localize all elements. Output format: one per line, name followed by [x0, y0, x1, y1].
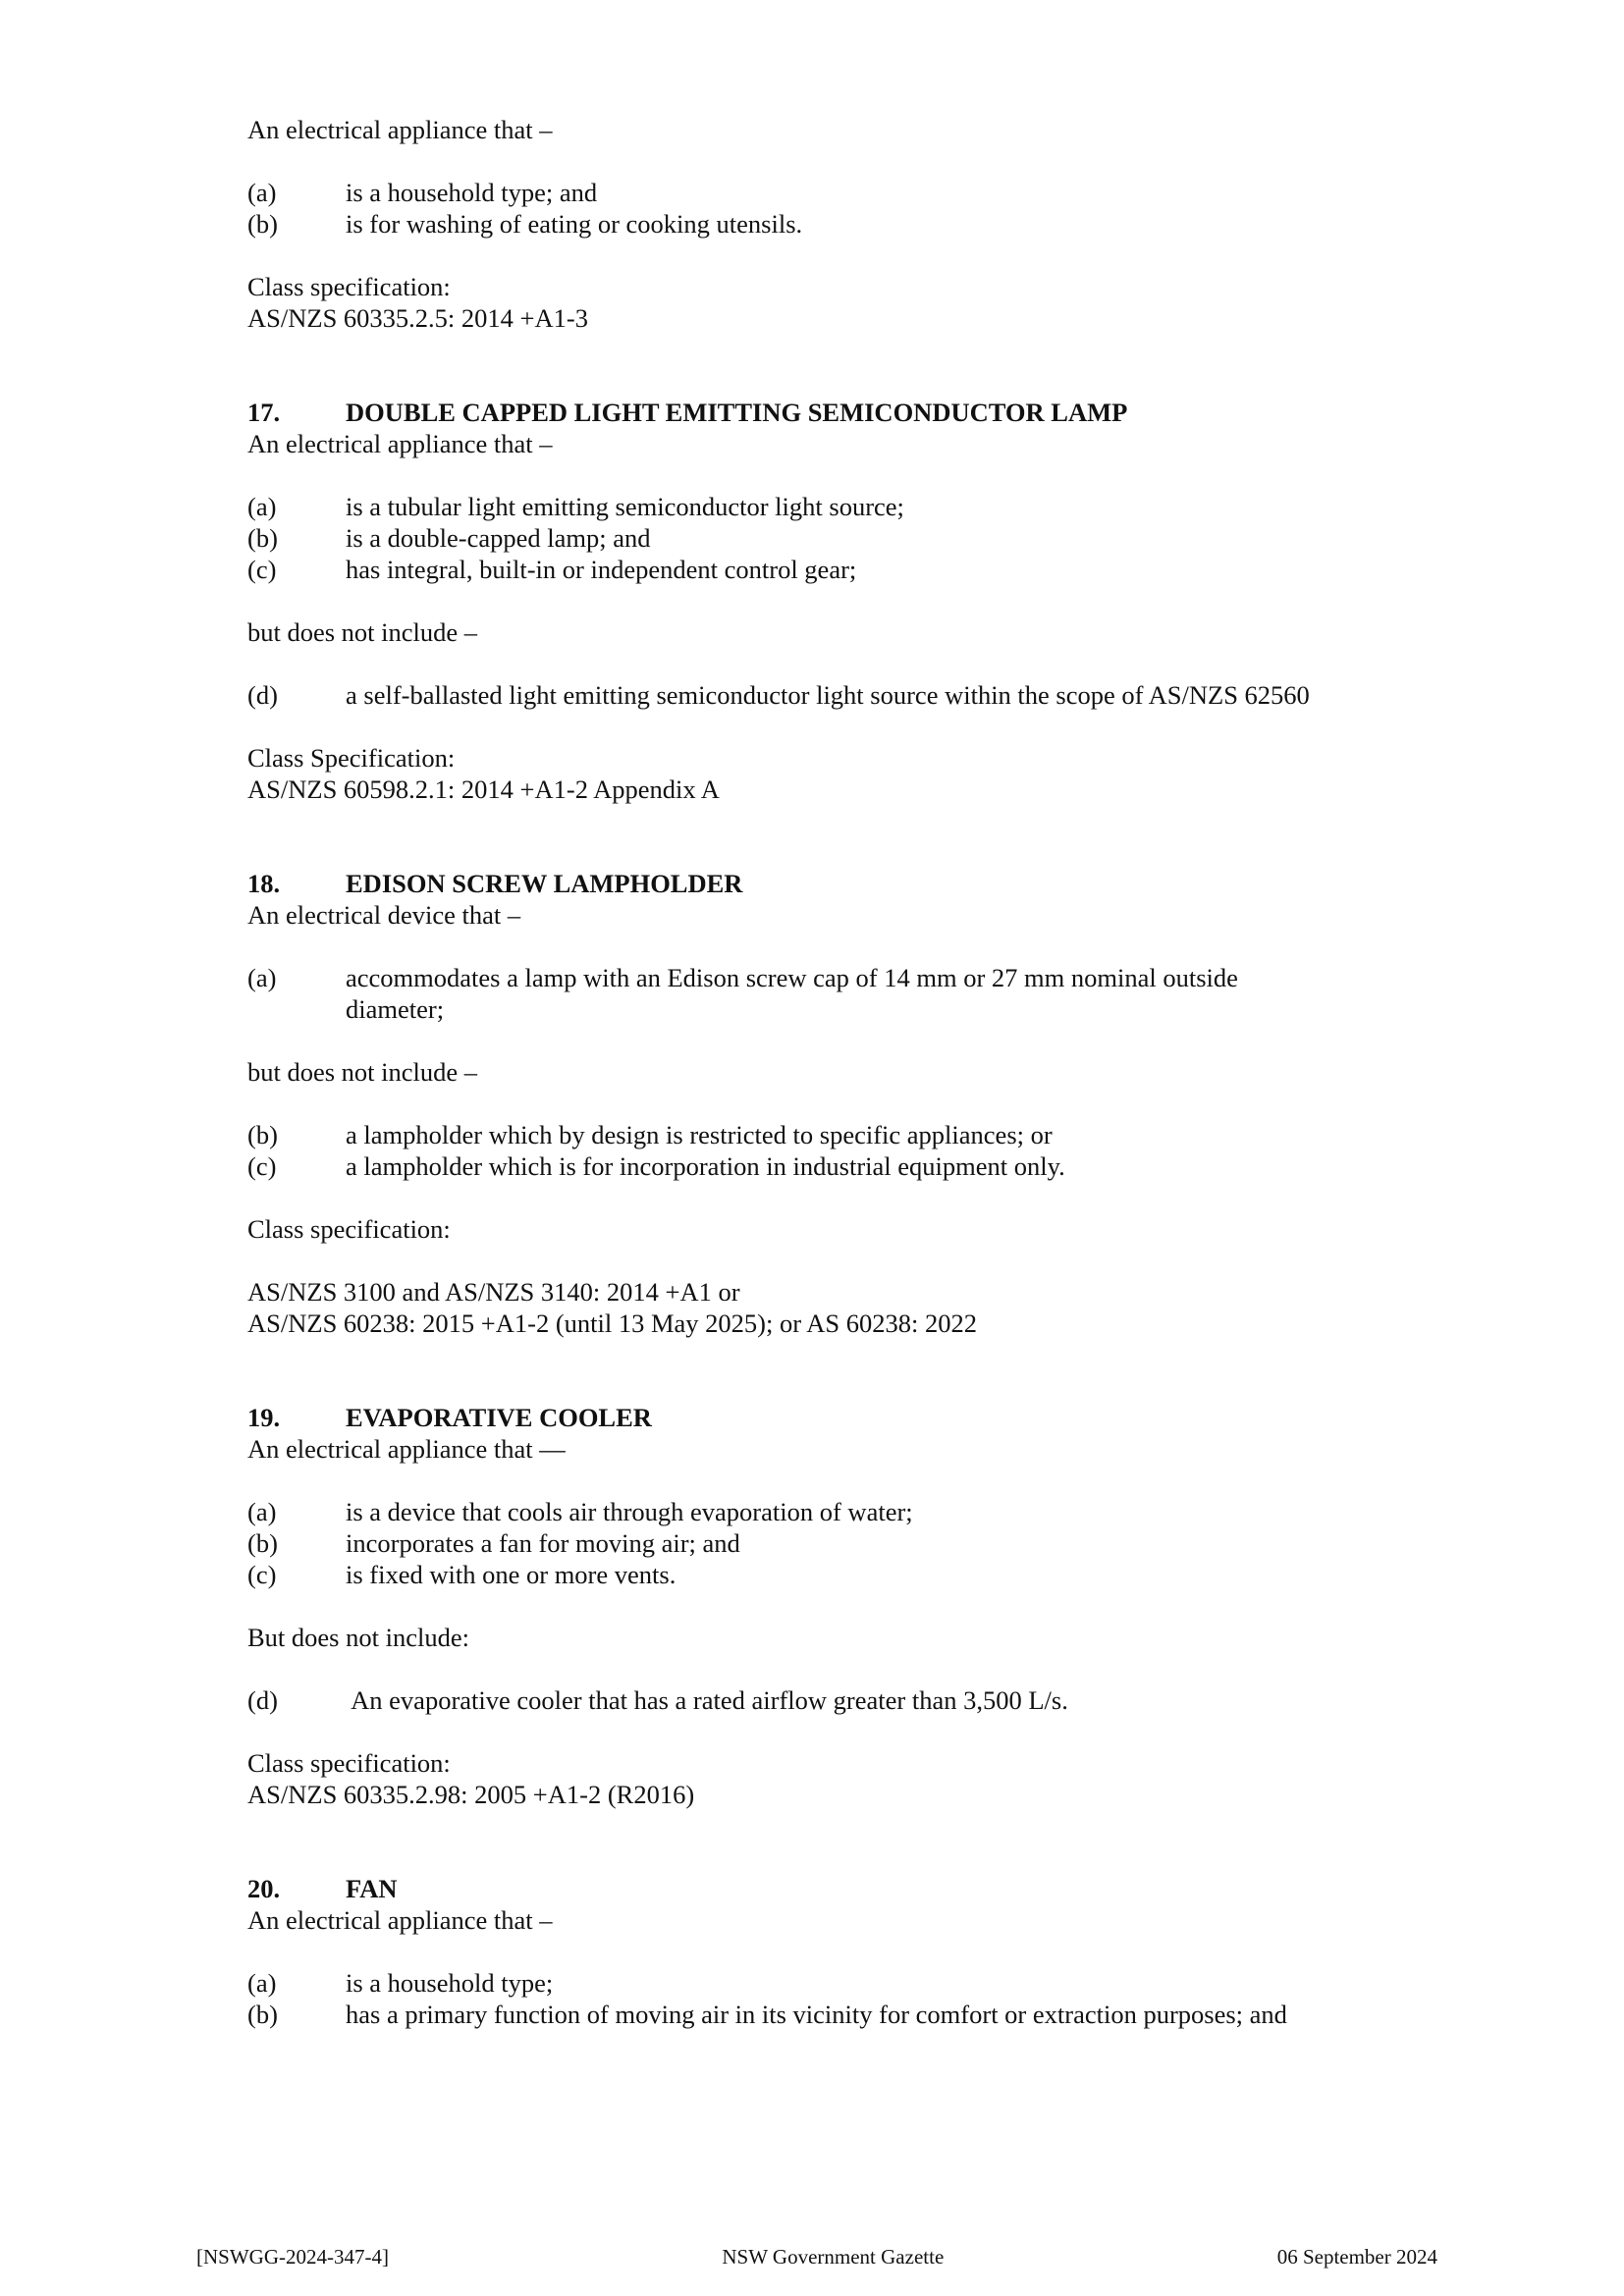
list-item-text: has a primary function of moving air in its vicinity for comfort or extraction purposes; and: [346, 2000, 1287, 2029]
section-intro: An electrical appliance that –: [247, 1905, 553, 1935]
section-number: 19.: [247, 1403, 281, 1432]
list-item-text: is a household type; and: [346, 178, 598, 207]
class-spec-value: AS/NZS 3100 and AS/NZS 3140: 2014 +A1 or: [247, 1277, 740, 1307]
list-item-text: is fixed with one or more vents.: [346, 1560, 677, 1589]
list-item: [247, 522, 1426, 554]
list-item-label: (a): [247, 963, 277, 992]
inclusion-list: [247, 1967, 1426, 2030]
list-item: [247, 177, 1426, 208]
list-item: [247, 1150, 1426, 1182]
list-item-text: accommodates a lamp with an Edison screw cap of 14 mm or 27 mm nominal outside diameter;: [346, 963, 1238, 1024]
list-item-text: is a household type;: [346, 1968, 554, 1998]
list-item-text: has integral, built-in or independent control gear;: [346, 555, 857, 584]
section-number: 20.: [247, 1874, 281, 1903]
inclusion-list: [247, 491, 1426, 585]
list-item-label: (d): [247, 680, 278, 710]
list-item: [247, 962, 1426, 1025]
section-intro: An electrical device that –: [247, 900, 521, 930]
section-heading: [247, 1402, 1426, 1433]
class-spec-value: AS/NZS 60238: 2015 +A1-2 (until 13 May 2025); or AS 60238: 2022: [247, 1308, 977, 1338]
top-intro: An electrical appliance that –: [247, 115, 553, 144]
list-item: [247, 1496, 1426, 1527]
list-item: [247, 491, 1426, 522]
list-item-label: (b): [247, 209, 278, 239]
list-item-label: (a): [247, 178, 277, 207]
inclusion-list: [247, 1496, 1426, 1590]
inclusion-list: [247, 962, 1426, 1025]
list-item-label: (c): [247, 1151, 277, 1181]
exclusion-list: [247, 1119, 1426, 1182]
list-item-text: a self-ballasted light emitting semiconductor light source within the scope of AS/NZS 62560: [346, 680, 1310, 710]
list-item-text: is a device that cools air through evaporation of water;: [346, 1497, 913, 1526]
list-item-text: An evaporative cooler that has a rated airflow greater than 3,500 L/s.: [346, 1685, 1068, 1715]
list-item-text: incorporates a fan for moving air; and: [346, 1528, 740, 1558]
section-title: EVAPORATIVE COOLER: [346, 1403, 652, 1432]
list-item-label: (c): [247, 555, 277, 584]
list-item: [247, 1999, 1426, 2030]
section-heading: [247, 868, 1426, 899]
list-item-label: (b): [247, 2000, 278, 2029]
class-spec-label: Class Specification:: [247, 743, 456, 773]
gazette-reference: [NSWGG-2024-347-4]: [196, 2245, 389, 2269]
class-spec-value: AS/NZS 60335.2.5: 2014 +A1-3: [247, 303, 588, 333]
list-item-text: is a tubular light emitting semiconductor light source;: [346, 492, 904, 521]
class-spec-label: Class specification:: [247, 272, 451, 301]
exclusion-list: [247, 679, 1426, 711]
class-spec-value: AS/NZS 60335.2.98: 2005 +A1-2 (R2016): [247, 1780, 695, 1809]
list-item-label: (c): [247, 1560, 277, 1589]
section-heading: [247, 397, 1426, 428]
list-item: [247, 1527, 1426, 1559]
list-item: [247, 1967, 1426, 1999]
section-heading: [247, 1873, 1426, 1904]
list-item-text: is for washing of eating or cooking utensils.: [346, 209, 803, 239]
list-item-label: (a): [247, 492, 277, 521]
class-spec-label: Class specification:: [247, 1214, 451, 1244]
list-item: [247, 208, 1426, 240]
publication-date: 06 September 2024: [1276, 2245, 1437, 2269]
list-item: [247, 1559, 1426, 1590]
list-item-label: (b): [247, 1120, 278, 1149]
section-title: FAN: [346, 1874, 398, 1903]
list-item-text: a lampholder which by design is restricted to specific appliances; or: [346, 1120, 1053, 1149]
section-intro: An electrical appliance that —: [247, 1434, 566, 1464]
section-number: 18.: [247, 869, 281, 898]
class-spec-block: [247, 1276, 1426, 1339]
exclusion-intro: but does not include –: [247, 1057, 478, 1087]
page-footer: [196, 2245, 1437, 2274]
section-number: 17.: [247, 398, 281, 427]
class-spec-value: AS/NZS 60598.2.1: 2014 +A1-2 Appendix A: [247, 774, 720, 804]
list-item-label: (a): [247, 1968, 277, 1998]
section-intro: An electrical appliance that –: [247, 429, 553, 458]
list-item-text: a lampholder which is for incorporation in industrial equipment only.: [346, 1151, 1065, 1181]
list-item-label: (d): [247, 1685, 278, 1715]
exclusion-intro: But does not include:: [247, 1623, 469, 1652]
top-item-list: [247, 177, 1426, 240]
class-spec-label: Class specification:: [247, 1748, 451, 1778]
list-item: [247, 1684, 1426, 1716]
section-title: DOUBLE CAPPED LIGHT EMITTING SEMICONDUCTOR LAMP: [346, 398, 1128, 427]
exclusion-intro: but does not include –: [247, 617, 478, 647]
list-item-label: (a): [247, 1497, 277, 1526]
list-item: [247, 679, 1426, 711]
list-item-label: (b): [247, 523, 278, 553]
list-item-text: is a double-capped lamp; and: [346, 523, 651, 553]
list-item: [247, 554, 1426, 585]
page-content: [247, 114, 1426, 2030]
section-title: EDISON SCREW LAMPHOLDER: [346, 869, 743, 898]
exclusion-list: [247, 1684, 1426, 1716]
publication-name: NSW Government Gazette: [722, 2245, 945, 2269]
list-item-label: (b): [247, 1528, 278, 1558]
list-item: [247, 1119, 1426, 1150]
